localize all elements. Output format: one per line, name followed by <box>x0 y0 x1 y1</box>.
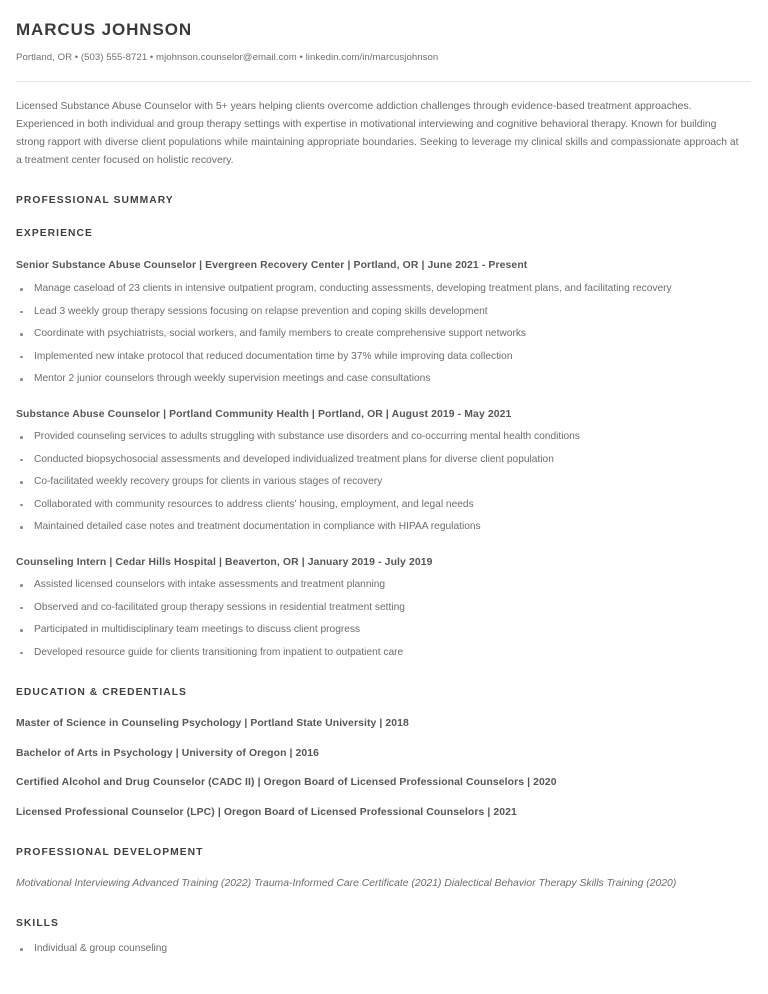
education-entry: Certified Alcohol and Drug Counselor (CADC II) | Oregon Board of Licensed Professional Counselors | 2020 <box>16 777 557 789</box>
job-bullets <box>16 281 750 388</box>
education-entry: Master of Science in Counseling Psychology | Portland State University | 2018 <box>16 718 409 730</box>
education-entry: Bachelor of Arts in Psychology | University of Oregon | 2016 <box>16 747 320 759</box>
job-bullet: Maintained detailed case notes and treatment documentation in compliance with HIPAA regulations <box>16 519 734 536</box>
header-divider <box>16 81 751 82</box>
candidate-name: MARCUS JOHNSON <box>16 20 193 39</box>
job-bullet: Mentor 2 junior counselors through weekly supervision meetings and case consultations <box>16 371 734 388</box>
section-heading-experience: EXPERIENCE <box>16 228 93 240</box>
section-heading-education: EDUCATION & CREDENTIALS <box>16 687 187 699</box>
job-bullets <box>16 429 750 536</box>
job-bullet: Coordinate with psychiatrists, social workers, and family members to create comprehensive support networks <box>16 326 734 343</box>
job-bullet: Observed and co-facilitated group therapy sessions in residential treatment setting <box>16 600 734 617</box>
summary-paragraph: Licensed Substance Abuse Counselor with 5+ years helping clients overcome addiction challenges through evidence-based treatment approaches. Experienced in both individual and group therapy settings with expertise in motivational interviewing and cognitive behavioral therapy. Known for building strong rapport with diverse client populations while maintaining appropriate boundaries. Seeking to leverage my clinical skills and compassionate approach at a treatment center focused on holistic recovery. <box>16 100 739 166</box>
job-bullet: Collaborated with community resources to address clients' housing, employment, and legal needs <box>16 497 734 514</box>
job-bullets <box>16 577 750 661</box>
job-bullet: Provided counseling services to adults struggling with substance use disorders and co-occurring mental health conditions <box>16 429 734 446</box>
job-title-line: Senior Substance Abuse Counselor | Evergreen Recovery Center | Portland, OR | June 2021 - Present <box>16 260 528 272</box>
job-bullet: Participated in multidisciplinary team meetings to discuss client progress <box>16 622 734 639</box>
contact-line: Portland, OR • (503) 555-8721 • mjohnson.counselor@email.com • linkedin.com/in/marcusjohnson <box>16 52 439 64</box>
job-bullet: Developed resource guide for clients transitioning from inpatient to outpatient care <box>16 645 734 662</box>
job-title-line: Substance Abuse Counselor | Portland Community Health | Portland, OR | August 2019 - May 2021 <box>16 408 512 420</box>
job-title-line: Counseling Intern | Cedar Hills Hospital | Beaverton, OR | January 2019 - July 2019 <box>16 556 433 568</box>
job-bullet: Assisted licensed counselors with intake assessments and treatment planning <box>16 577 734 594</box>
job-bullet: Lead 3 weekly group therapy sessions focusing on relapse prevention and coping skills development <box>16 304 734 321</box>
job-bullet: Co-facilitated weekly recovery groups for clients in various stages of recovery <box>16 474 734 491</box>
job-bullet: Conducted biopsychosocial assessments and developed individualized treatment plans for diverse client population <box>16 452 734 469</box>
job-bullet: Manage caseload of 23 clients in intensive outpatient program, conducting assessments, developing treatment plans, and facilitating recovery <box>16 281 734 298</box>
job-bullet: Implemented new intake protocol that reduced documentation time by 37% while improving data collection <box>16 349 734 366</box>
section-heading-professional-development: PROFESSIONAL DEVELOPMENT <box>16 846 204 858</box>
section-heading-professional-summary: PROFESSIONAL SUMMARY <box>16 195 174 207</box>
section-heading-skills: SKILLS <box>16 918 59 930</box>
skills-list <box>16 941 750 958</box>
skill-item: Individual & group counseling <box>16 941 750 958</box>
professional-development-text: Motivational Interviewing Advanced Training (2022) Trauma-Informed Care Certificate (2021) Dialectical Behavior Therapy Skills Training (2020) <box>16 877 677 889</box>
education-entry: Licensed Professional Counselor (LPC) | Oregon Board of Licensed Professional Counselors | 2021 <box>16 807 517 819</box>
